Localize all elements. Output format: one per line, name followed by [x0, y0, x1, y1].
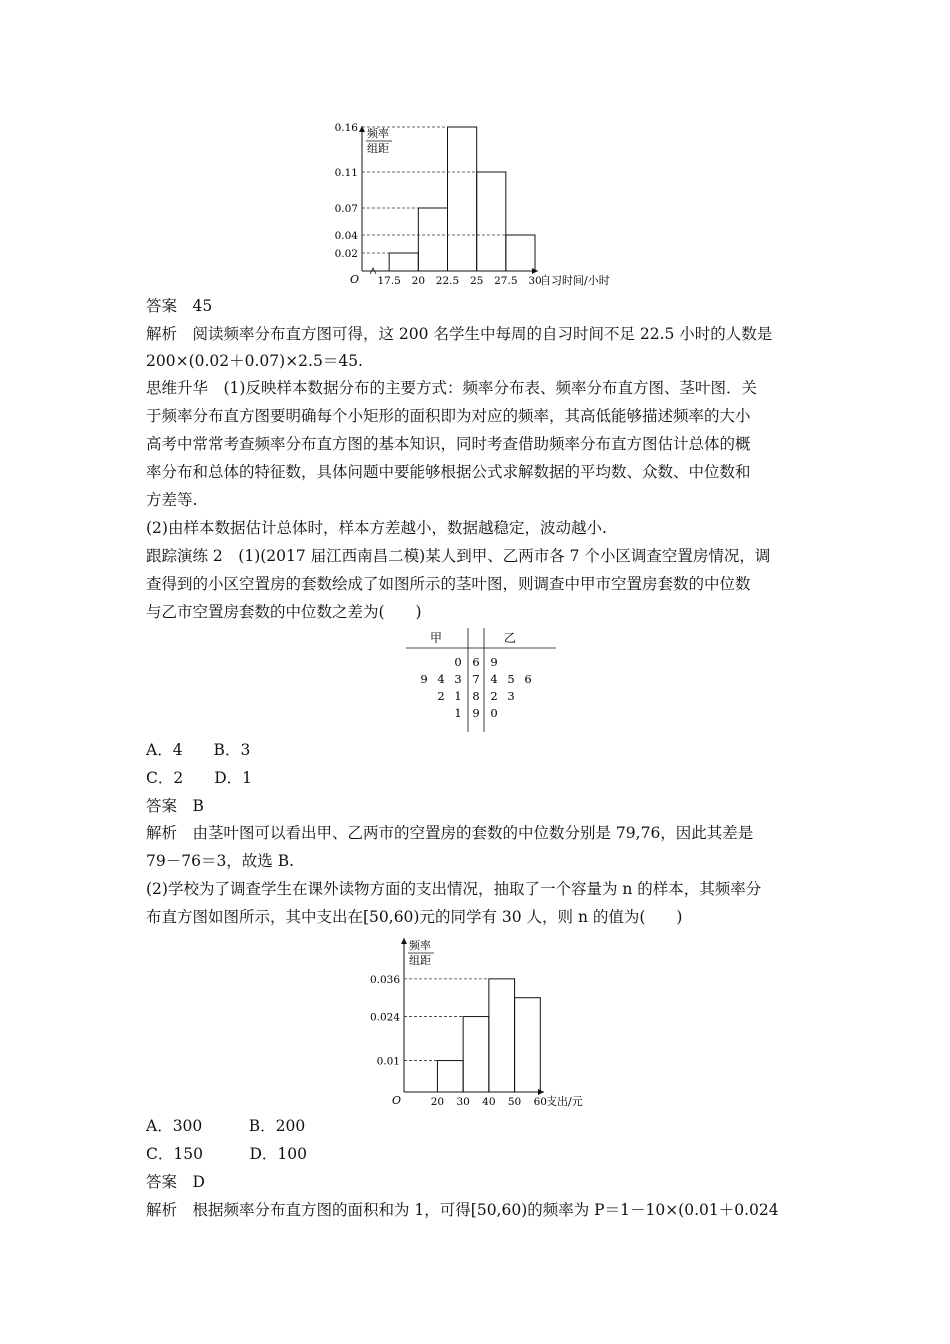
x-tick-label-5: 30	[528, 275, 542, 287]
leaf-right: 3	[507, 689, 515, 703]
y-tick-label-2: 0.036	[369, 973, 400, 986]
options-2-ab: A．300 B．200	[146, 1117, 306, 1135]
bar-1	[463, 1017, 489, 1092]
summary-line-5: 方差等.	[146, 491, 198, 509]
y-tick-label-1: 0.04	[334, 230, 358, 242]
bar-2	[489, 979, 515, 1092]
leaf-right: 4	[490, 672, 498, 686]
bar-0	[437, 1061, 463, 1092]
origin-label: O	[350, 273, 360, 286]
y-label-bottom: 组距	[409, 954, 431, 967]
bar-4	[506, 235, 535, 271]
stem: 7	[472, 672, 480, 686]
stem: 9	[472, 706, 480, 720]
leaf-left: 3	[454, 672, 462, 686]
leaf-left: 0	[454, 655, 462, 669]
answer-2: 答案 B	[146, 797, 204, 815]
y-tick-label-1: 0.024	[369, 1011, 400, 1024]
x-tick-label-4: 27.5	[494, 275, 518, 287]
exercise-line-3: 与乙市空置房套数的中位数之差为( )	[146, 603, 422, 621]
options-1-ab: A．4 B．3	[146, 741, 251, 759]
solution-1-line-2: 200×(0.02＋0.07)×2.5＝45.	[146, 352, 363, 370]
options-1-cd: C．2 D．1	[146, 769, 253, 787]
y-tick-label-4: 0.16	[334, 122, 358, 134]
stem-leaf-plot	[406, 628, 556, 732]
x-tick-label-1: 30	[456, 1096, 470, 1108]
summary-line-4: 率分布和总体的特征数，具体问题中要能够根据公式求解数据的平均数、众数、中位数和	[146, 463, 751, 481]
summary-line-2: 于频率分布直方图要明确每个小矩形的面积即为对应的频率，其高低能够描述频率的大小	[146, 407, 751, 425]
x-tick-label-2: 40	[482, 1096, 496, 1108]
y-tick-label-0: 0.01	[376, 1055, 400, 1068]
summary-line-1: 思维升华 (1)反映样本数据分布的主要方式：频率分布表、频率分布直方图、茎叶图．关	[146, 379, 757, 397]
bar-0	[389, 253, 418, 271]
x-tick-label-3: 25	[469, 275, 484, 287]
x-axis-label: 支出/元	[546, 1095, 583, 1108]
leaf-left: 1	[454, 706, 462, 720]
header-left: 甲	[429, 631, 443, 645]
solution-2-line-2: 79－76＝3，故选 B.	[146, 852, 295, 870]
y-tick-label-2: 0.07	[334, 203, 358, 215]
origin-label: O	[392, 1094, 402, 1107]
x-tick-label-0: 20	[430, 1096, 445, 1108]
summary-line-3: 高考中常常考查频率分布直方图的基本知识，同时考查借助频率分布直方图估计总体的概	[146, 435, 751, 453]
leaf-right: 0	[490, 706, 498, 720]
leaf-left: 9	[420, 672, 428, 686]
y-axis-arrow	[401, 938, 407, 944]
bar-3	[515, 998, 541, 1092]
exercise-line-2: 查得到的小区空置房的套数绘成了如图所示的茎叶图，则调查中甲市空置房套数的中位数	[146, 575, 751, 593]
y-tick-label-0: 0.02	[334, 248, 358, 260]
histogram-study-time	[320, 118, 640, 290]
x-tick-label-3: 50	[507, 1096, 522, 1108]
stem: 8	[472, 689, 480, 703]
leaf-right: 2	[490, 689, 498, 703]
solution-2-line-1: 解析 由茎叶图可以看出甲、乙两市的空置房的套数的中位数分别是 79,76，因此其差是	[146, 824, 754, 842]
answer-1: 答案 45	[146, 297, 213, 315]
leaf-right: 6	[524, 672, 532, 686]
x-tick-label-2: 22.5	[435, 275, 460, 287]
leaf-left: 4	[437, 672, 445, 686]
stem: 6	[472, 655, 480, 669]
bar-2	[448, 127, 477, 271]
leaf-left: 1	[454, 689, 462, 703]
question-2-line-1: (2)学校为了调查学生在课外读物方面的支出情况，抽取了一个容量为 n 的样本，其频率分	[146, 880, 762, 898]
x-tick-label-1: 20	[411, 275, 426, 287]
x-tick-label-0: 17.5	[377, 275, 401, 287]
leaf-left: 2	[437, 689, 445, 703]
bar-1	[418, 208, 447, 271]
summary-line-6: (2)由样本数据估计总体时，样本方差越小，数据越稳定，波动越小.	[146, 519, 607, 537]
y-label-top: 频率	[367, 127, 389, 140]
header-right: 乙	[503, 631, 517, 645]
leaf-right: 5	[507, 672, 515, 686]
x-axis-label: 自习时间/小时	[540, 274, 610, 287]
exercise-line-1: 跟踪演练 2 (1)(2017 届江西南昌二模)某人到甲、乙两市各 7 个小区调查空置房情况，调	[146, 547, 771, 565]
y-tick-label-3: 0.11	[334, 167, 358, 179]
histogram-spending	[362, 932, 592, 1110]
solution-3-line-1: 解析 根据频率分布直方图的面积和为 1，可得[50,60)的频率为 P＝1－10×(0.01＋0.024	[146, 1201, 779, 1219]
options-2-cd: C．150 D．100	[146, 1145, 307, 1163]
y-label-top: 频率	[409, 939, 431, 952]
y-label-bottom: 组距	[367, 142, 389, 155]
question-2-line-2: 布直方图如图所示，其中支出在[50,60)元的同学有 30 人，则 n 的值为( )	[146, 908, 683, 926]
bar-3	[477, 172, 506, 271]
leaf-right: 9	[490, 655, 498, 669]
x-tick-label-4: 60	[533, 1096, 547, 1108]
answer-3: 答案 D	[146, 1173, 205, 1191]
solution-1-line-1: 解析 阅读频率分布直方图可得，这 200 名学生中每周的自习时间不足 22.5 小时的人数是	[146, 325, 773, 343]
